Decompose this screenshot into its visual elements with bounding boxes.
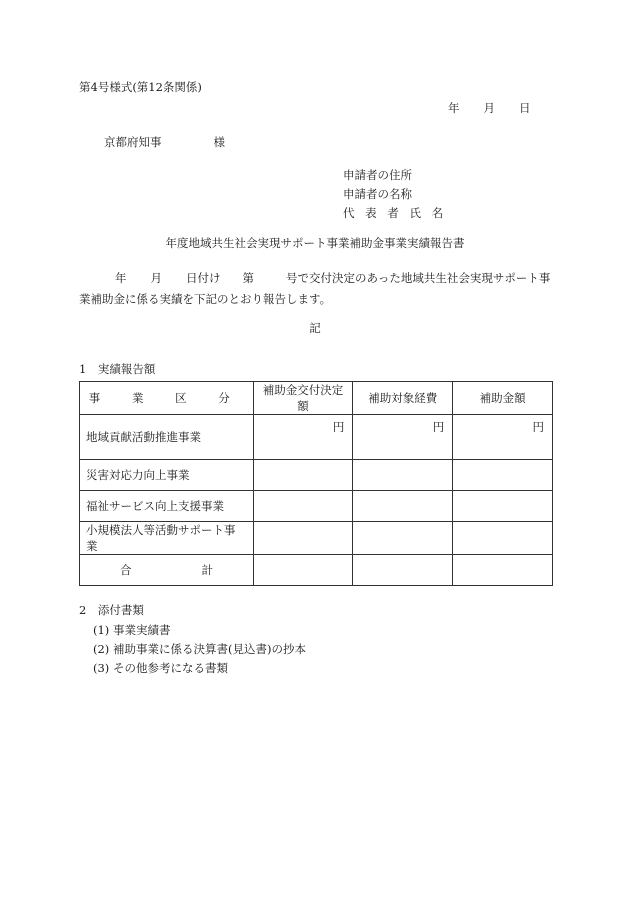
row-label: 小規模法人等活動サポート事業: [80, 522, 254, 555]
table-row: [80, 460, 553, 491]
section-1-heading: 1 実績報告額: [79, 362, 156, 376]
yen-unit: 円: [253, 415, 353, 460]
attachment-list: [93, 621, 306, 678]
date-day: 日: [519, 101, 531, 115]
list-item-number: (3): [93, 661, 110, 675]
table-row: [80, 491, 553, 522]
total-label-right: 計: [201, 563, 213, 577]
body-month: 月: [150, 271, 162, 285]
total-label-left: 合: [120, 563, 132, 577]
list-item: [93, 621, 306, 640]
table-cell: [453, 491, 553, 522]
list-item-text: その他参考になる書類: [113, 661, 228, 675]
header-eligible-expenses: 補助対象経費: [353, 382, 453, 415]
applicant-block: [343, 166, 447, 223]
body-paragraph: [79, 268, 559, 310]
applicant-address-label: 申請者の住所: [343, 168, 412, 182]
document-title: 年度地域共生社会実現サポート事業補助金事業実績報告書: [165, 236, 465, 250]
yen-unit: 円: [453, 415, 553, 460]
table-cell: [253, 491, 353, 522]
list-item-text: 補助事業に係る決算書(見込書)の抄本: [113, 642, 306, 656]
body-dated: 日付け: [186, 271, 221, 285]
header-subsidy-amount: 補助金額: [453, 382, 553, 415]
table-cell: [453, 555, 553, 586]
table-cell: [453, 522, 553, 555]
table-header-row: [80, 382, 553, 415]
report-table: [79, 381, 553, 586]
table-cell: [253, 555, 353, 586]
date-line: [448, 101, 531, 115]
header-decided-amount: 補助金交付決定額: [253, 382, 353, 415]
header-category: 事 業 区 分: [80, 382, 254, 415]
table-cell: [353, 491, 453, 522]
table-cell: [253, 522, 353, 555]
table-cell: [253, 460, 353, 491]
table-total-row: [80, 555, 553, 586]
list-item-number: (2): [93, 642, 110, 656]
ki-heading: 記: [309, 321, 321, 335]
section-2-heading: 2 添付書類: [79, 603, 144, 617]
list-item: [93, 659, 306, 678]
applicant-representative-label: 代 表 者 氏 名: [343, 206, 447, 220]
body-dai: 第: [242, 271, 254, 285]
addressee-suffix: 様: [213, 135, 225, 149]
table-cell: [353, 460, 453, 491]
body-year: 年: [115, 271, 127, 285]
table-cell: [353, 522, 453, 555]
total-label: [80, 555, 254, 586]
form-number: 第4号様式(第12条関係): [79, 80, 202, 94]
date-year: 年: [448, 101, 460, 115]
table-cell: [453, 460, 553, 491]
list-item-number: (1): [93, 623, 110, 637]
addressee-name: 京都府知事: [104, 135, 162, 149]
list-item-text: 事業実績書: [113, 623, 171, 637]
table-cell: [353, 555, 453, 586]
table-row: [80, 415, 553, 460]
applicant-name-label: 申請者の名称: [343, 187, 412, 201]
row-label: 地域貢献活動推進事業: [80, 415, 254, 460]
row-label: 福祉サービス向上支援事業: [80, 491, 254, 522]
table-row: [80, 522, 553, 555]
date-month: 月: [483, 101, 495, 115]
row-label: 災害対応力向上事業: [80, 460, 254, 491]
list-item: [93, 640, 306, 659]
body-rest: 号で交付決定のあった地域共生社会実現サポート事業補助金に係る実績を下記のとおり報告します。: [79, 271, 551, 306]
yen-unit: 円: [353, 415, 453, 460]
addressee: [104, 135, 225, 149]
